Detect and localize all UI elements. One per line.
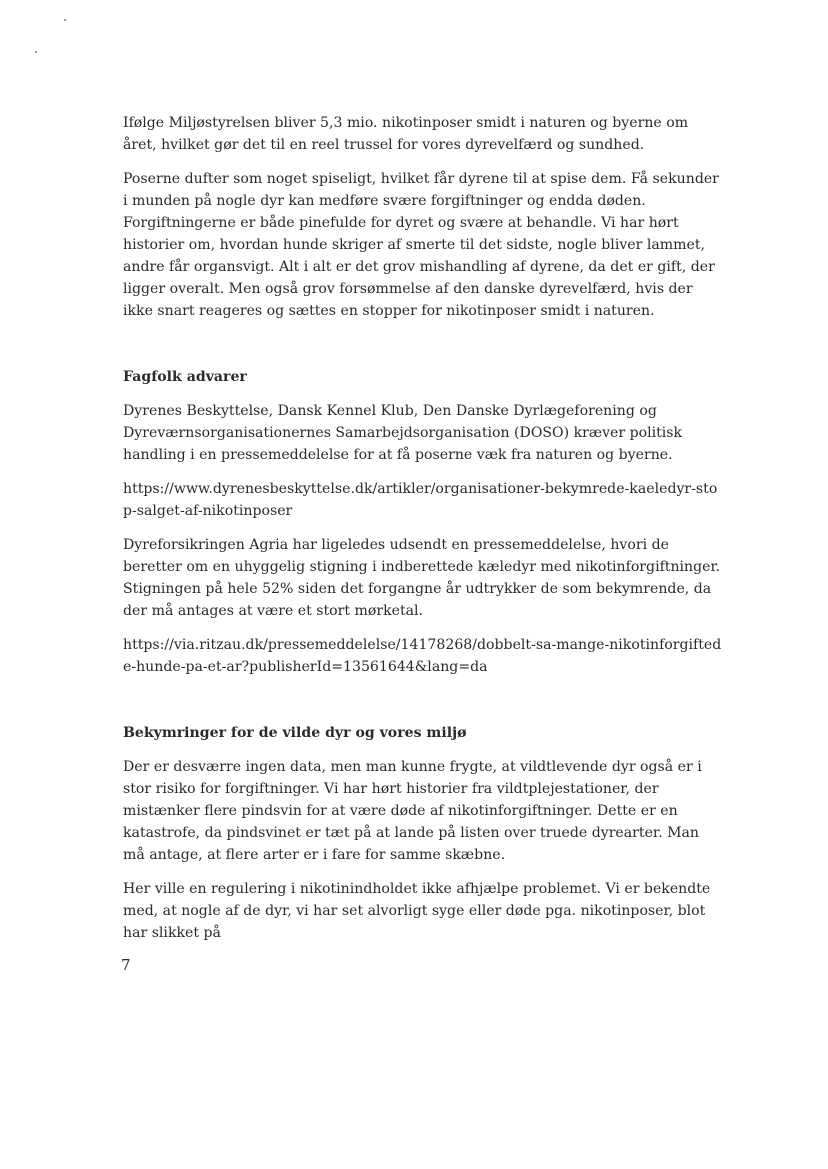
- section1-link-2[interactable]: https://via.ritzau.dk/pressemeddelelse/14178268/dobbelt-sa-mange-nikotinforgiftede-hunde-pa-et-ar?publisherId=13561644&lang=da: [123, 637, 722, 675]
- section2-paragraph-2: Her ville en regulering i nikotinindholdet ikke afhjælpe problemet. Vi er bekendte med, at nogle af de dyr, vi har set alvorligt syge eller døde pga. nikotinposer, blot har slikket på: [123, 881, 711, 941]
- document-body: [123, 112, 723, 956]
- scan-speck: [64, 19, 66, 21]
- page-number: 7: [121, 956, 131, 974]
- section1-paragraph-1: Dyrenes Beskyttelse, Dansk Kennel Klub, Den Danske Dyrlægeforening og Dyreværnsorganisationernes Samarbejdsorganisation (DOSO) kræver politisk handling i en pressemeddelelse for at få poserne væk fra naturen og byerne.: [123, 403, 683, 463]
- section-heading-fagfolk: Fagfolk advarer: [123, 369, 247, 385]
- section1-link-1[interactable]: https://www.dyrenesbeskyttelse.dk/artikler/organisationer-bekymrede-kaeledyr-stop-salget-af-nikotinposer: [123, 481, 718, 519]
- scan-speck: [35, 51, 37, 53]
- intro-paragraph-2: Poserne dufter som noget spiseligt, hvilket får dyrene til at spise dem. Få sekunder i munden på nogle dyr kan medføre svære forgiftninger og endda døden. Forgiftningerne er både pinefulde for dyret og svære at behandle. Vi har hørt historier om, hvordan hunde skriger af smerte til det sidste, nogle bliver lammet, andre får organsvigt. Alt i alt er det grov mishandling af dyrene, da det er gift, der ligger overalt. Men også grov forsømmelse af den danske dyrevelfærd, hvis der ikke snart reageres og sættes en stopper for nikotinposer smidt i naturen.: [123, 171, 719, 319]
- intro-paragraph-1: Ifølge Miljøstyrelsen bliver 5,3 mio. nikotinposer smidt i naturen og byerne om året, hvilket gør det til en reel trussel for vores dyrevelfærd og sundhed.: [123, 115, 689, 153]
- section2-paragraph-1: Der er desværre ingen data, men man kunne frygte, at vildtlevende dyr også er i stor risiko for forgiftninger. Vi har hørt historier fra vildtplejestationer, der mistænker flere pindsvin for at være døde af nikotinforgiftninger. Dette er en katastrofe, da pindsvinet er tæt på at lande på listen over truede dyrearter. Man må antage, at flere arter er i fare for samme skæbne.: [123, 759, 702, 863]
- section-heading-vilde-dyr: Bekymringer for de vilde dyr og vores miljø: [123, 725, 467, 741]
- section1-paragraph-2: Dyreforsikringen Agria har ligeledes udsendt en pressemeddelelse, hvori de beretter om en uhyggelig stigning i indberettede kæledyr med nikotinforgiftninger. Stigningen på hele 52% siden det forgangne år udtrykker de som bekymrende, da der må antages at være et stort mørketal.: [123, 537, 721, 619]
